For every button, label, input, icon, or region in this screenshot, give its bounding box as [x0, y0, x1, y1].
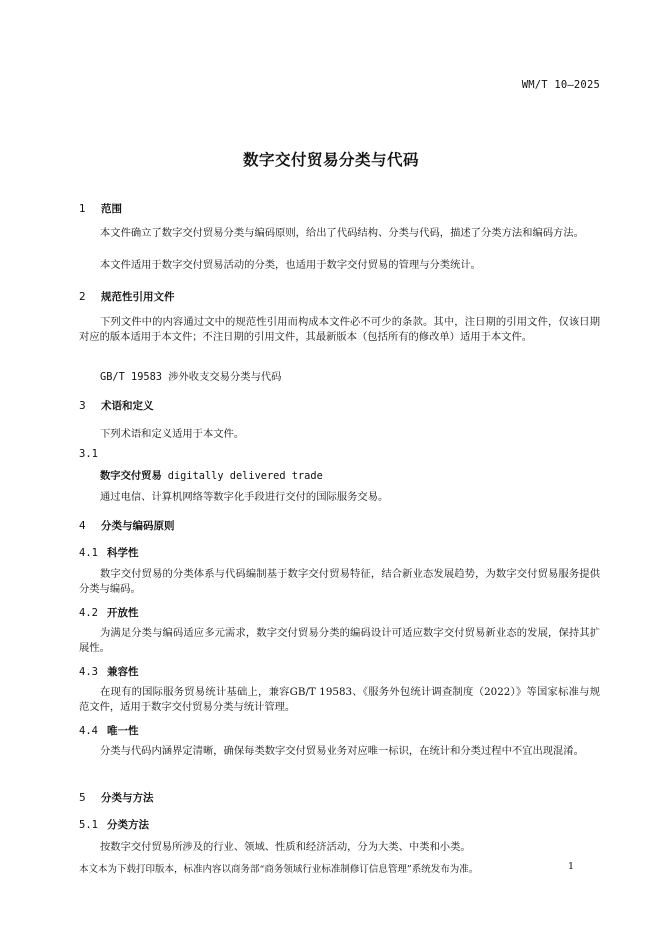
section-1-heading [79, 201, 122, 216]
section-number: 1 [79, 203, 86, 215]
section-2-paragraph: 下列文件中的内容通过文中的规范性引用而构成本文件必不可少的条款。其中，注日期的引用文件，仅该日期对应的版本适用于本文件；不注日期的引用文件，其最新版本（包括所有的修改单）适用于本文件。 [79, 316, 600, 343]
standard-code: WM/T 10—2025 [521, 79, 600, 91]
subsection-4-1-text: 数字交付贸易的分类体系与代码编制基于数字交付贸易特征，结合新业态发展趋势，为数字交付贸易服务提供分类与编码。 [79, 568, 600, 595]
term-definition: 通过电信、计算机网络等数字化手段进行交付的国际服务交易。 [100, 491, 389, 503]
page-number: 1 [567, 861, 574, 872]
normative-reference: GB/T 19583 涉外收支交易分类与代码 [100, 371, 282, 383]
document-title: 数字交付贸易分类与代码 [242, 151, 419, 169]
subsection-4-2-heading: 4.2 开放性 [79, 607, 139, 619]
term-entry [100, 467, 323, 482]
section-number: 4 [79, 520, 86, 532]
section-number: 5 [79, 792, 86, 804]
subsection-4-4-heading: 4.4 唯一性 [79, 725, 139, 737]
section-1-paragraph-1: 本文件确立了数字交付贸易分类与编码原则，给出了代码结构、分类与代码，描述了分类方法和编码方法。 [100, 227, 584, 239]
subsection-5-1-text: 按数字交付贸易所涉及的行业、领域、性质和经济活动，分为大类、中类和小类。 [100, 841, 471, 853]
section-number: 2 [79, 291, 86, 303]
section-2-heading [79, 289, 175, 304]
section-title: 范围 [101, 203, 122, 215]
subsection-4-3-heading: 4.3 兼容性 [79, 666, 139, 678]
section-3-heading [79, 398, 154, 413]
section-1-paragraph-2: 本文件适用于数字交付贸易活动的分类，也适用于数字交付贸易的管理与分类统计。 [100, 259, 481, 271]
subsection-4-3-text: 在现有的国际服务贸易统计基础上，兼容GB/T 19583、《服务外包统计调查制度（2022）》等国家标准与规范文件，适用于数字交付贸易分类与统计管理。 [79, 686, 600, 713]
subsection-5-1-heading: 5.1 分类方法 [79, 819, 149, 831]
term-english: digitally delivered trade [167, 470, 323, 482]
section-number: 3 [79, 400, 86, 412]
section-title: 分类与方法 [101, 792, 154, 804]
section-title: 规范性引用文件 [101, 291, 175, 303]
subsection-4-2-text: 为满足分类与编码适应多元需求，数字交付贸易分类的编码设计可适应数字交付贸易新业态的发展，保持其扩展性。 [79, 627, 600, 654]
section-4-heading [79, 518, 175, 533]
subsection-4-4-text: 分类与代码内涵界定清晰，确保每类数字交付贸易业务对应唯一标识，在统计和分类过程中不宜出现混淆。 [100, 745, 584, 757]
section-title: 术语和定义 [101, 400, 154, 412]
section-3-paragraph: 下列术语和定义适用于本文件。 [100, 428, 245, 440]
term-chinese: 数字交付贸易 [100, 470, 162, 482]
subsection-4-1-heading: 4.1 科学性 [79, 547, 139, 559]
section-title: 分类与编码原则 [101, 520, 175, 532]
term-number: 3.1 [79, 448, 98, 460]
section-5-heading [79, 790, 154, 805]
footer-note: 本文本为下载打印版本，标准内容以商务部“商务领域行业标准制修订信息管理”系统发布为准。 [79, 864, 479, 875]
